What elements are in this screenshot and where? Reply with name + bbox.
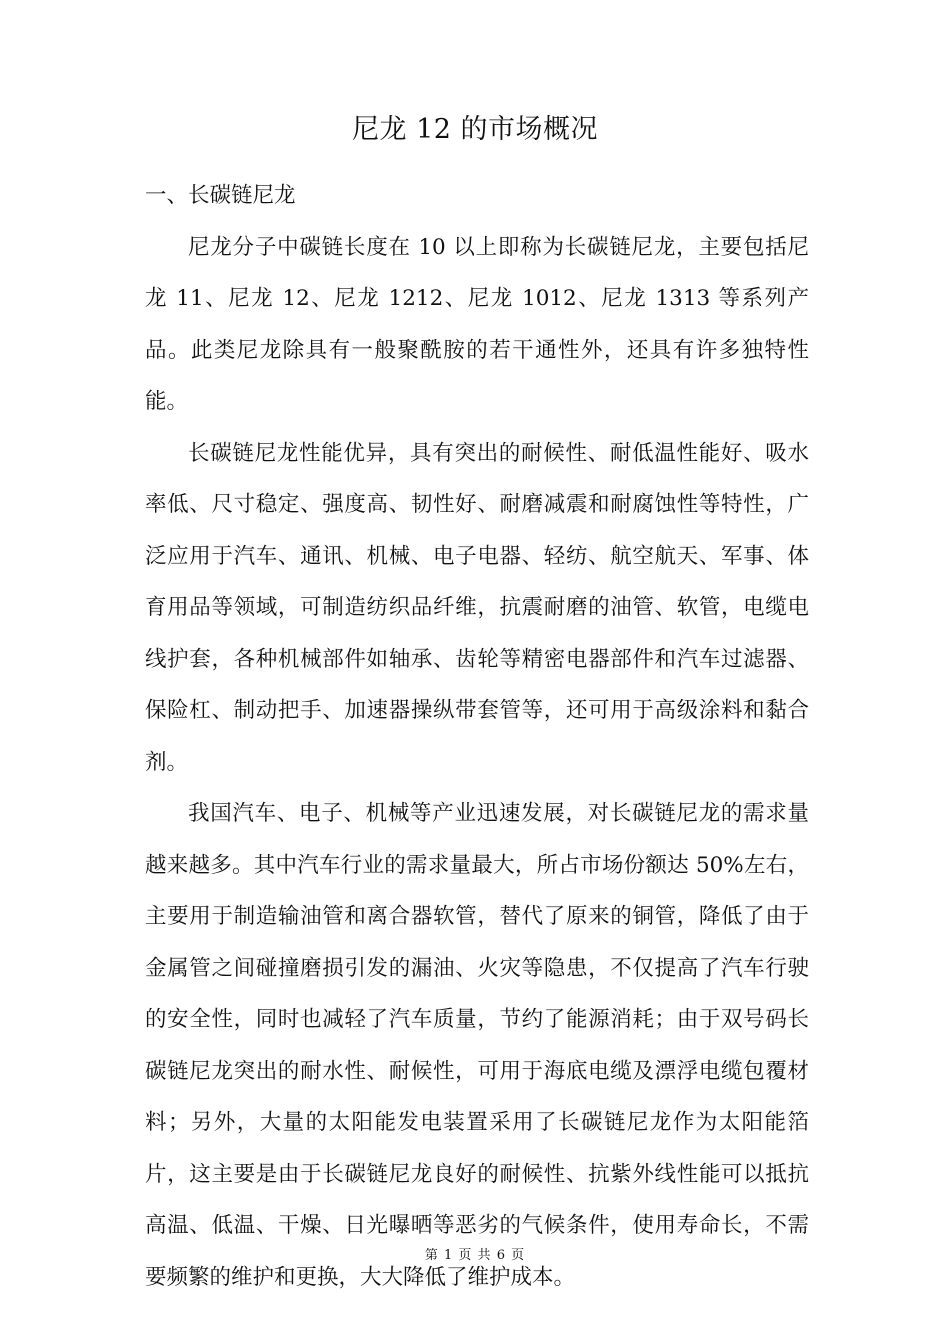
paragraph-market-demand: 我国汽车、电子、机械等产业迅速发展，对长碳链尼龙的需求量越来越多。其中汽车行业的需求量最大，所占市场份额达 50%左右，主要用于制造输油管和离合器软管，替代了原来的铜管，降低了由于金属管之间碰撞磨损引发的漏油、火灾等隐患，不仅提高了汽车行驶的安全性，同时也减轻了汽车质量，节约了能源消耗；由于双号码长碳链尼龙突出的耐水性、耐候性，可用于海底电缆及漂浮电缆包覆材料；另外，大量的太阳能发电装置采用了长碳链尼龙作为太阳能箔片，这主要是由于长碳链尼龙良好的耐候性、抗紫外线性能可以抵抗高温、低温、干燥、日光曝晒等恶劣的气候条件，使用寿命长，不需要频繁的维护和更换，大大降低了维护成本。 [145, 801, 809, 1290]
paragraph-properties-applications: 长碳链尼龙性能优异，具有突出的耐候性、耐低温性能好、吸水率低、尺寸稳定、强度高、韧性好、耐磨减震和耐腐蚀性等特性，广泛应用于汽车、通讯、机械、电子电器、轻纺、航空航天、军事、体育用品等领域，可制造纺织品纤维，抗震耐磨的油管、软管，电缆电线护套，各种机械部件如轴承、齿轮等精密电器部件和汽车过滤器、保险杠、制动把手、加速器操纵带套管等，还可用于高级涂料和黏合剂。 [145, 440, 809, 775]
document-body [145, 170, 809, 1303]
paragraph-definition: 尼龙分子中碳链长度在 10 以上即称为长碳链尼龙，主要包括尼龙 11、尼龙 12、尼龙 1212、尼龙 1012、尼龙 1313 等系列产品。此类尼龙除具有一般聚酰胺的若干通性外，还具有许多独特性能。 [145, 234, 809, 414]
page-footer: 第 1 页 共 6 页 [424, 1248, 526, 1263]
section-heading: 一、长碳链尼龙 [145, 183, 296, 208]
document-title: 尼龙 12 的市场概况 [351, 114, 599, 145]
